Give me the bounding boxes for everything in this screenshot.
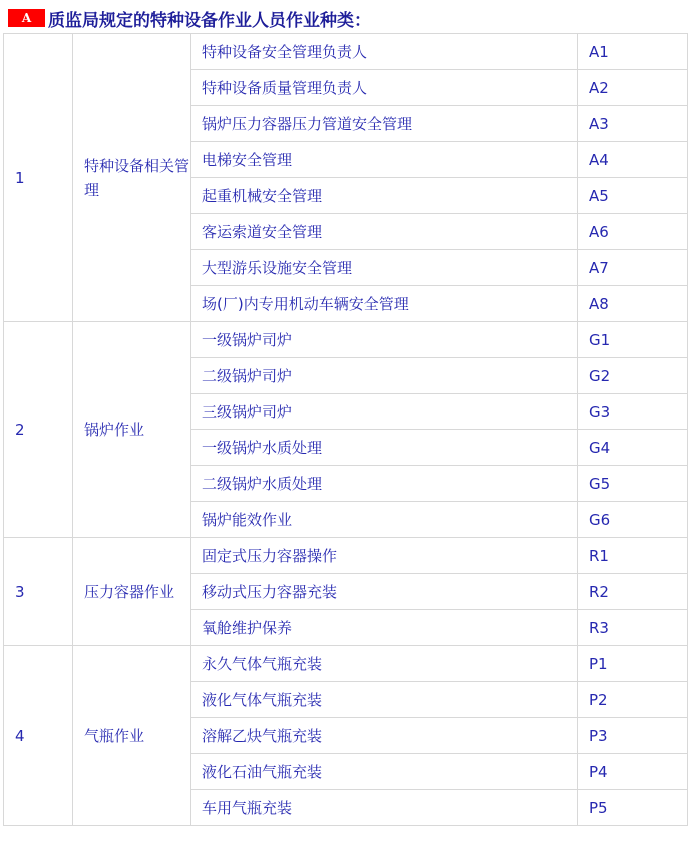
item-name-cell: 二级锅炉水质处理 [191, 466, 578, 502]
table-row [4, 322, 688, 358]
group-category-cell: 压力容器作业 [73, 538, 191, 646]
item-name-cell: 场(厂)内专用机动车辆安全管理 [191, 286, 578, 322]
group-category-cell: 特种设备相关管理 [73, 34, 191, 322]
item-name-cell: 二级锅炉司炉 [191, 358, 578, 394]
item-code-cell: A6 [578, 214, 688, 250]
item-name-cell: 特种设备质量管理负责人 [191, 70, 578, 106]
item-name-cell: 氧舱维护保养 [191, 610, 578, 646]
item-name-cell: 客运索道安全管理 [191, 214, 578, 250]
item-name-cell: 移动式压力容器充装 [191, 574, 578, 610]
item-name-cell: 车用气瓶充装 [191, 790, 578, 826]
item-code-cell: P3 [578, 718, 688, 754]
item-name-cell: 液化气体气瓶充装 [191, 682, 578, 718]
item-code-cell: R2 [578, 574, 688, 610]
item-name-cell: 锅炉压力容器压力管道安全管理 [191, 106, 578, 142]
item-name-cell: 锅炉能效作业 [191, 502, 578, 538]
item-code-cell: A4 [578, 142, 688, 178]
item-name-cell: 固定式压力容器操作 [191, 538, 578, 574]
personnel-categories-table [3, 33, 688, 826]
section-badge: A [8, 9, 45, 27]
item-name-cell: 起重机械安全管理 [191, 178, 578, 214]
table-row [4, 34, 688, 70]
item-code-cell: A2 [578, 70, 688, 106]
page-title: 质监局规定的特种设备作业人员作业种类： [48, 10, 371, 31]
item-code-cell: G2 [578, 358, 688, 394]
item-name-cell: 溶解乙炔气瓶充装 [191, 718, 578, 754]
item-code-cell: P5 [578, 790, 688, 826]
item-name-cell: 特种设备安全管理负责人 [191, 34, 578, 70]
item-code-cell: P2 [578, 682, 688, 718]
item-code-cell: A3 [578, 106, 688, 142]
group-number-cell: 4 [4, 646, 73, 826]
page-header [8, 9, 689, 31]
group-number-cell: 1 [4, 34, 73, 322]
item-name-cell: 三级锅炉司炉 [191, 394, 578, 430]
table-row [4, 538, 688, 574]
group-number-cell: 2 [4, 322, 73, 538]
item-code-cell: P1 [578, 646, 688, 682]
item-code-cell: G4 [578, 430, 688, 466]
item-name-cell: 电梯安全管理 [191, 142, 578, 178]
item-code-cell: G3 [578, 394, 688, 430]
item-code-cell: R1 [578, 538, 688, 574]
item-code-cell: A5 [578, 178, 688, 214]
item-name-cell: 液化石油气瓶充装 [191, 754, 578, 790]
item-code-cell: R3 [578, 610, 688, 646]
item-code-cell: A1 [578, 34, 688, 70]
item-code-cell: A8 [578, 286, 688, 322]
item-code-cell: P4 [578, 754, 688, 790]
table-row [4, 646, 688, 682]
item-code-cell: G6 [578, 502, 688, 538]
item-code-cell: G5 [578, 466, 688, 502]
item-code-cell: G1 [578, 322, 688, 358]
group-category-cell: 气瓶作业 [73, 646, 191, 826]
group-number-cell: 3 [4, 538, 73, 646]
item-name-cell: 一级锅炉司炉 [191, 322, 578, 358]
item-name-cell: 一级锅炉水质处理 [191, 430, 578, 466]
item-name-cell: 永久气体气瓶充装 [191, 646, 578, 682]
item-code-cell: A7 [578, 250, 688, 286]
group-category-cell: 锅炉作业 [73, 322, 191, 538]
item-name-cell: 大型游乐设施安全管理 [191, 250, 578, 286]
